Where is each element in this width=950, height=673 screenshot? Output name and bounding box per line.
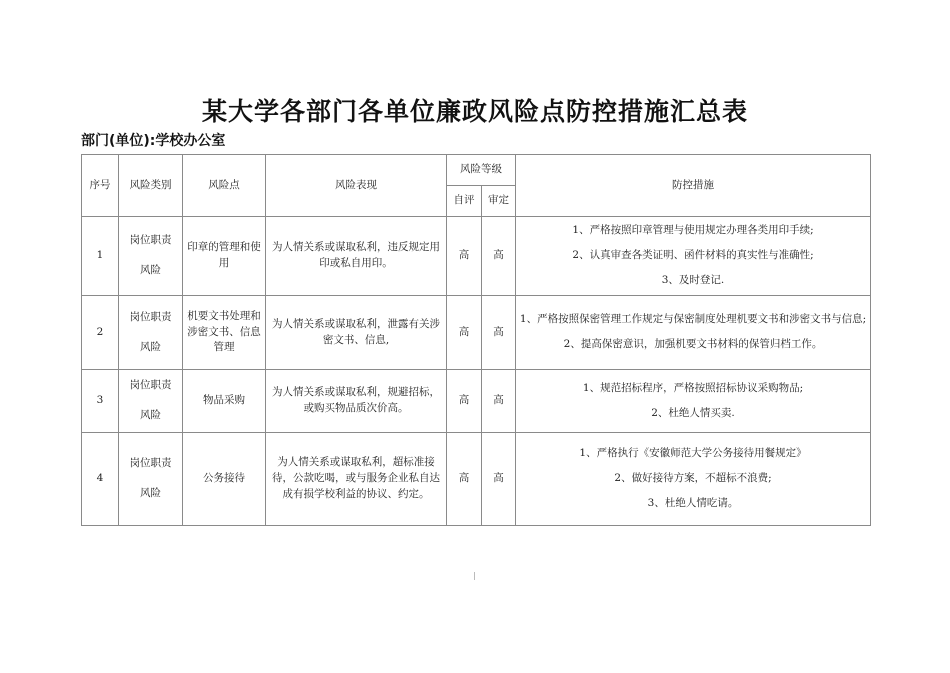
category-line2: 风险 — [140, 264, 161, 276]
measure-item: 2、提高保密意识，加强机要文书材料的保管归档工作。 — [563, 338, 823, 350]
measure-item: 1、规范招标程序，严格按照招标协议采购物品; — [582, 381, 804, 394]
table-row — [82, 217, 871, 296]
cell-seq: 1 — [82, 217, 119, 296]
cell-self: 高 — [447, 370, 482, 433]
measure-item: 2、做好接待方案，不超标不浪费; — [614, 472, 772, 485]
header-review: 审定 — [482, 186, 516, 217]
cell-review: 高 — [482, 217, 516, 296]
cell-manifestation: 为人情关系或谋取私利，违反规定用印或私自用印。 — [266, 217, 447, 296]
category-line2: 风险 — [140, 340, 161, 353]
cell-review: 高 — [482, 370, 516, 433]
measure-item: 1、严格按照保密管理工作规定与保密制度处理机要文书和涉密文书与信息; — [519, 313, 867, 326]
cell-category — [119, 217, 183, 296]
category-line1: 岗位职责 — [129, 234, 172, 247]
header-self: 自评 — [447, 186, 482, 217]
measure-item: 2、认真审查各类证明、函件材料的真实性与准确性; — [572, 249, 814, 262]
cell-point: 物品采购 — [183, 370, 266, 433]
cell-review: 高 — [482, 433, 516, 526]
cell-self: 高 — [447, 217, 482, 296]
category-line2: 风险 — [140, 487, 161, 499]
cell-measures — [516, 296, 871, 370]
header-seq: 序号 — [82, 155, 119, 217]
cell-self: 高 — [447, 433, 482, 526]
cell-manifestation: 为人情关系或谋取私利，超标准接待，公款吃喝，或与服务企业私自达成有损学校利益的协议、约定。 — [266, 433, 447, 526]
cell-seq: 4 — [82, 433, 119, 526]
cell-measures — [516, 217, 871, 296]
cell-measures — [516, 370, 871, 433]
table-row — [82, 296, 871, 370]
category-line2: 风险 — [140, 409, 161, 421]
cell-point: 印章的管理和使用 — [183, 217, 266, 296]
header-level: 风险等级 — [447, 155, 516, 186]
measure-item: 3、杜绝人情吃请。 — [647, 496, 739, 509]
page-footer-mark — [474, 572, 475, 580]
cell-point: 机要文书处理和涉密文书、信息管理 — [183, 296, 266, 370]
department-label: 部门(单位):学校办公室 — [81, 133, 226, 149]
cell-manifestation: 为人情关系或谋取私利，泄露有关涉密文书、信息, — [266, 296, 447, 370]
table-row — [82, 370, 871, 433]
cell-review: 高 — [482, 296, 516, 370]
page-title: 某大学各部门各单位廉政风险点防控措施汇总表 — [201, 97, 748, 126]
header-point: 风险点 — [183, 155, 266, 217]
cell-manifestation: 为人情关系或谋取私利，规避招标，或购买物品质次价高。 — [266, 370, 447, 433]
cell-category — [119, 370, 183, 433]
measure-item: 1、严格执行《安徽师范大学公务接待用餐规定》 — [579, 447, 807, 460]
cell-measures — [516, 433, 871, 526]
measure-item: 3、及时登记. — [661, 273, 725, 286]
header-category: 风险类别 — [119, 155, 183, 217]
cell-seq: 2 — [82, 296, 119, 370]
cell-category — [119, 433, 183, 526]
table-row — [82, 433, 871, 526]
category-line1: 岗位职责 — [129, 379, 172, 392]
risk-table — [81, 154, 871, 526]
cell-seq: 3 — [82, 370, 119, 433]
measure-item: 1、严格按照印章管理与使用规定办理各类用印手续; — [572, 224, 814, 237]
header-measures: 防控措施 — [516, 155, 871, 217]
header-manifestation: 风险表现 — [266, 155, 447, 217]
cell-category — [119, 296, 183, 370]
category-line1: 岗位职责 — [129, 457, 172, 470]
category-line1: 岗位职责 — [129, 310, 172, 323]
cell-self: 高 — [447, 296, 482, 370]
cell-point: 公务接待 — [183, 433, 266, 526]
measure-item: 2、杜绝人情买卖. — [651, 406, 735, 419]
